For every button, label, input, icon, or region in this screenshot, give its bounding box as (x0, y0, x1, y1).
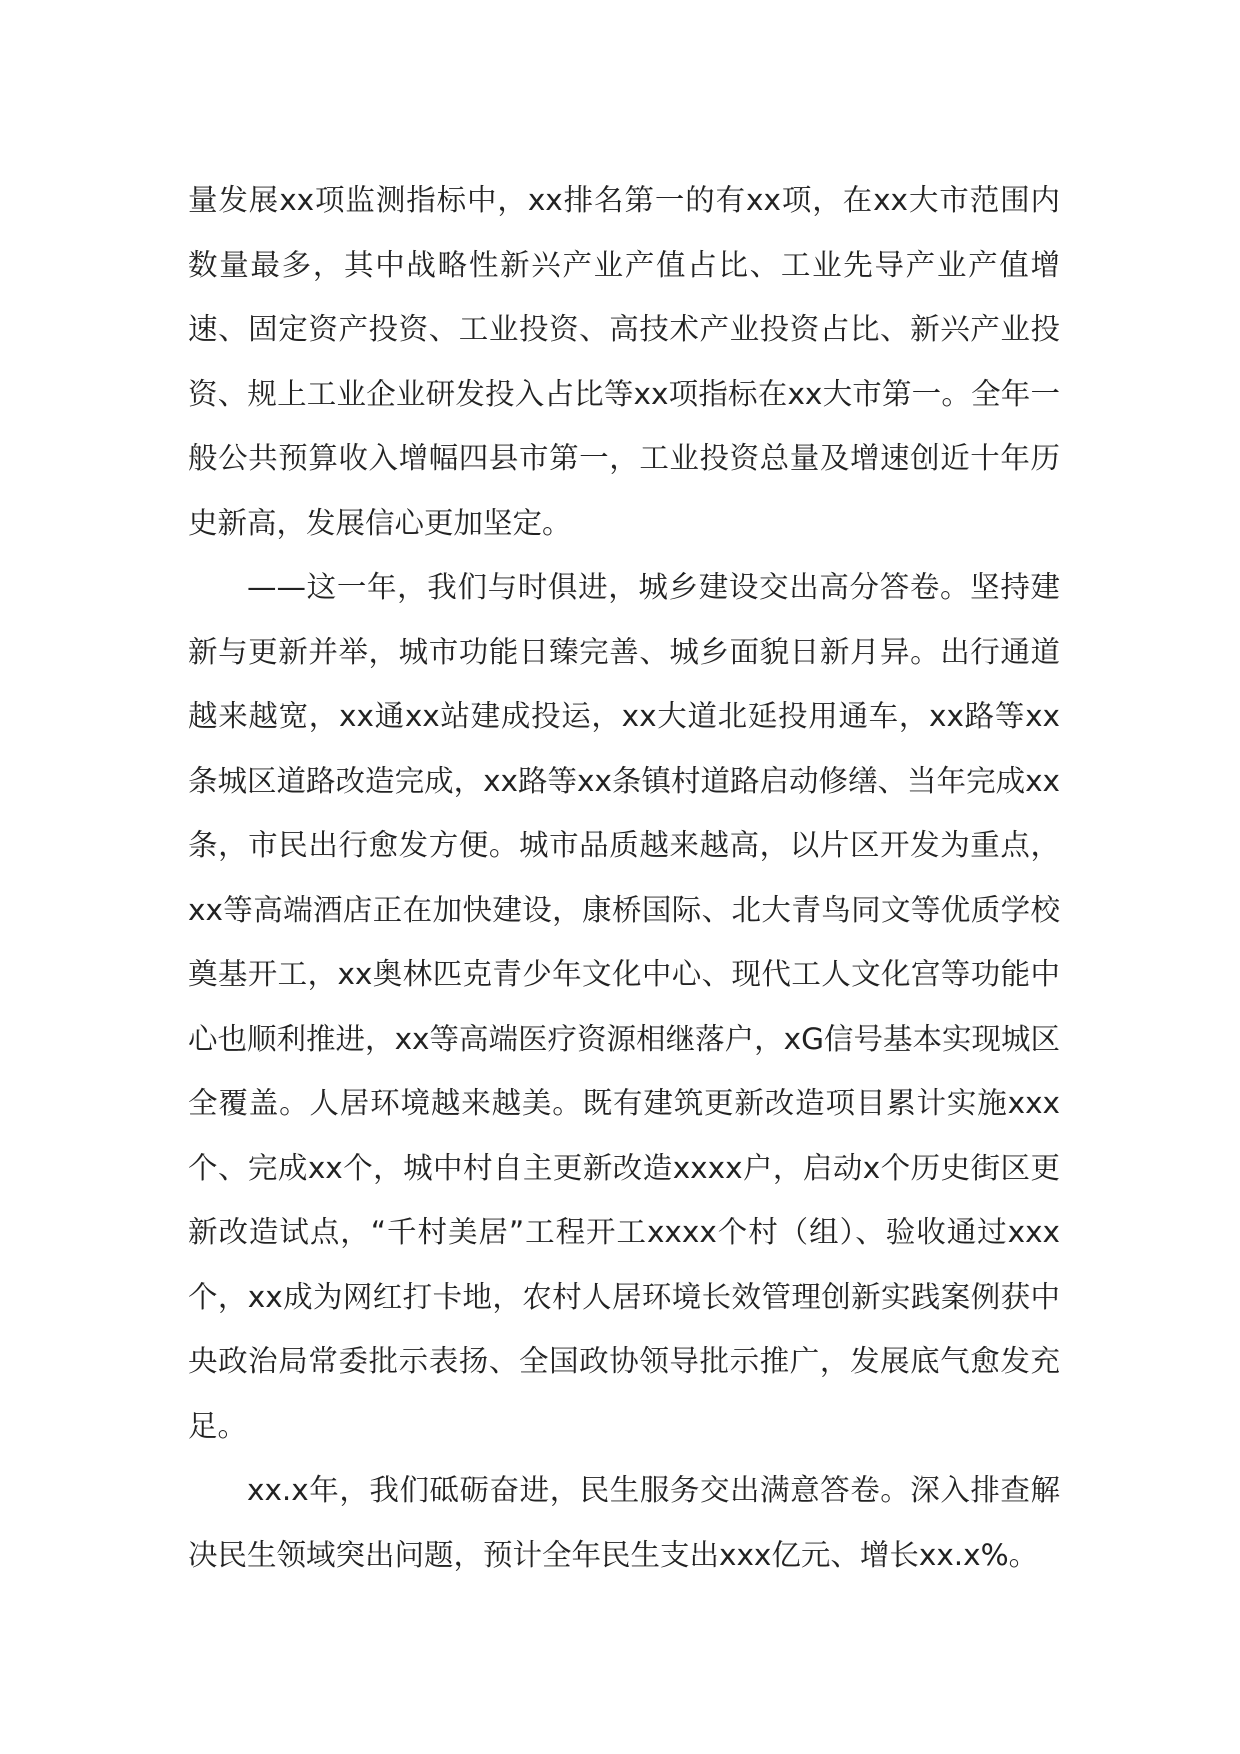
paragraph-1: 量发展xx项监测指标中，xx排名第一的有xx项，在xx大市范围内数量最多，其中战略性新兴产业产值占比、工业先导产业产值增速、固定资产投资、工业投资、高技术产业投资占比、新兴产业投资、规上工业企业研发投入占比等xx项指标在xx大市第一。全年一般公共预算收入增幅四县市第一，工业投资总量及增速创近十年历史新高，发展信心更加坚定。 (188, 183, 1060, 540)
paragraph-2: ——这一年，我们与时俱进，城乡建设交出高分答卷。坚持建新与更新并举，城市功能日臻完善、城乡面貌日新月异。出行通道越来越宽，xx通xx站建成投运，xx大道北延投用通车，xx路等xx条城区道路改造完成，xx路等xx条镇村道路启动修缮、当年完成xx条，市民出行愈发方便。城市品质越来越高，以片区开发为重点，xx等高端酒店正在加快建设，康桥国际、北大青鸟同文等优质学校奠基开工，xx奥林匹克青少年文化中心、现代工人文化宫等功能中心也顺利推进，xx等高端医疗资源相继落户，xG信号基本实现城区全覆盖。人居环境越来越美。既有建筑更新改造项目累计实施xxx个、完成xx个，城中村自主更新改造xxxx户，启动x个历史街区更新改造试点，“千村美居”工程开工xxxx个村（组）、验收通过xxx个，xx成为网红打卡地，农村人居环境长效管理创新实践案例获中央政治局常委批示表扬、全国政协领导批示推广，发展底气愈发充足。 (188, 570, 1060, 1443)
document-body (188, 168, 1060, 1587)
paragraph-3: xx.x年，我们砥砺奋进，民生服务交出满意答卷。深入排查解决民生领域突出问题，预计全年民生支出xxx亿元、增长xx.x%。 (188, 1473, 1060, 1572)
